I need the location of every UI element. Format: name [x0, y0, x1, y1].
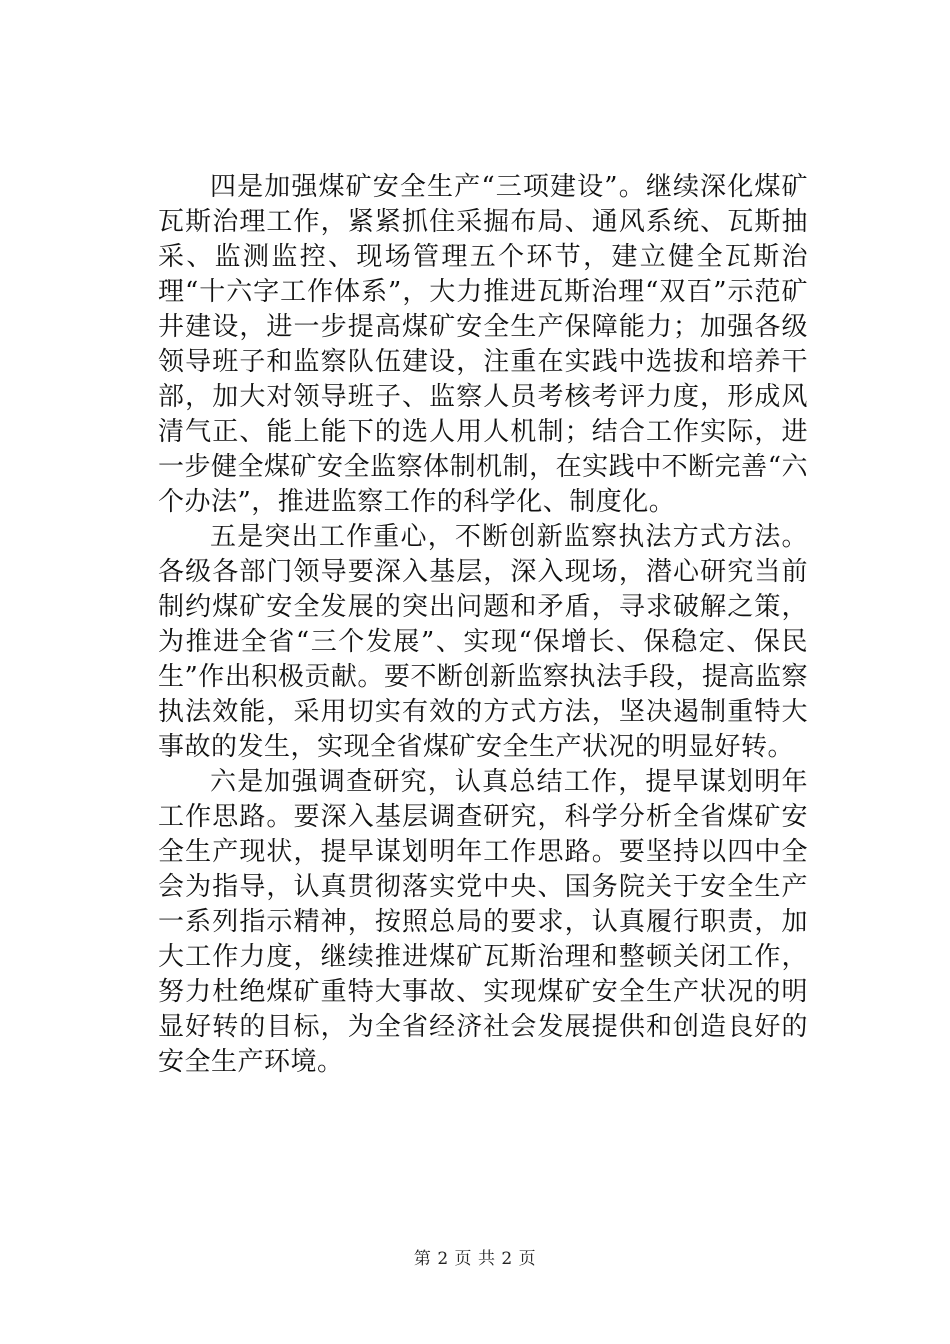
page-number-footer: 第 2 页 共 2 页: [413, 1249, 537, 1269]
paragraph-six: 六是加强调查研究，认真总结工作，提早谋划明年工作思路。要深入基层调查研究，科学分析全省煤矿安全生产现状，提早谋划明年工作思路。要坚持以四中全会为指导，认真贯彻落实党中央、国务院关于安全生产一系列指示精神，按照总局的要求，认真履行职责，加大工作力度，继续推进煤矿瓦斯治理和整顿关闭工作，努力杜绝煤矿重特大事故、实现煤矿安全生产状况的明显好转的目标，为全省经济社会发展提供和创造良好的安全生产环境。: [158, 767, 808, 1077]
document-body: [158, 170, 808, 1080]
paragraph-four: 四是加强煤矿安全生产“三项建设”。继续深化煤矿瓦斯治理工作，紧紧抓住采掘布局、通风系统、瓦斯抽采、监测监控、现场管理五个环节，建立健全瓦斯治理“十六字工作体系”，大力推进瓦斯治理“双百”示范矿井建设，进一步提高煤矿安全生产保障能力；加强各级领导班子和监察队伍建设，注重在实践中选拔和培养干部，加大对领导班子、监察人员考核考评力度，形成风清气正、能上能下的选人用人机制；结合工作实际，进一步健全煤矿安全监察体制机制，在实践中不断完善“六个办法”，推进监察工作的科学化、制度化。: [158, 172, 808, 517]
paragraph-five: 五是突出工作重心，不断创新监察执法方式方法。各级各部门领导要深入基层，深入现场，潜心研究当前制约煤矿安全发展的突出问题和矛盾，寻求破解之策，为推进全省“三个发展”、实现“保增长、保稳定、保民生”作出积极贡献。要不断创新监察执法手段，提高监察执法效能，采用切实有效的方式方法，坚决遏制重特大事故的发生，实现全省煤矿安全生产状况的明显好转。: [158, 522, 808, 762]
